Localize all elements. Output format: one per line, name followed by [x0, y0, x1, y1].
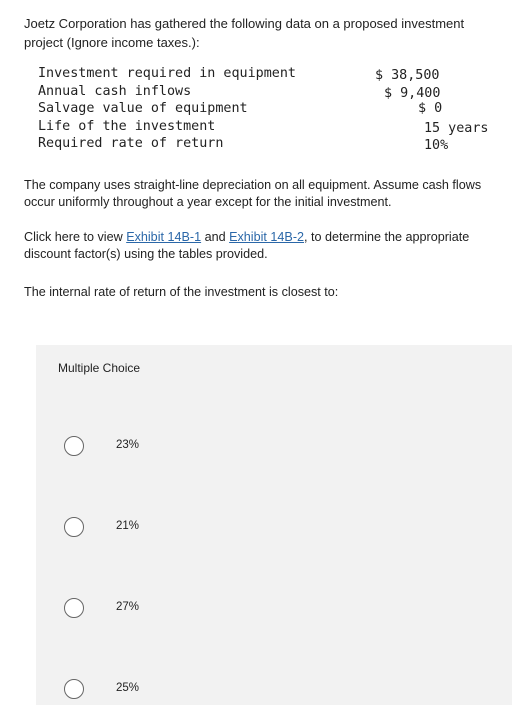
choice-label: 25% [116, 682, 140, 694]
choice-option[interactable] [64, 517, 264, 547]
choice-option[interactable] [64, 436, 264, 466]
data-row-cash-inflows [38, 84, 498, 102]
data-value: $ 0 [418, 101, 443, 117]
radio-button[interactable] [64, 436, 84, 456]
data-label: Investment required in equipment [38, 66, 296, 81]
data-row-life [38, 119, 498, 137]
multiple-choice-title: Multiple Choice [58, 361, 141, 375]
exhibit-and: and [201, 230, 230, 244]
depreciation-note: The company uses straight-line depreciation on all equipment. Assume cash flows occur uniformly throughout a year except for the initial investment. [24, 178, 482, 209]
choice-label: 21% [116, 520, 140, 532]
exhibit-suffix: , to determine the appropriate discount factor(s) using the tables provided. [24, 230, 470, 261]
data-value: 10% [424, 138, 449, 154]
data-label: Annual cash inflows [38, 83, 192, 99]
exhibit-14b-1-link[interactable]: Exhibit 14B-1 [126, 230, 202, 244]
exhibit-prefix: Click here to view [24, 230, 127, 244]
choice-option[interactable] [64, 679, 264, 709]
data-value: $ 9,400 [384, 85, 441, 101]
data-row-investment [38, 66, 498, 84]
data-value: $ 38,500 [375, 68, 440, 83]
data-label: Life of the investment [38, 118, 216, 134]
radio-button[interactable] [64, 517, 84, 537]
data-label: Salvage value of equipment [38, 101, 248, 117]
question-intro: Joetz Corporation has gathered the following data on a proposed investment project (Ignore income taxes.): [24, 16, 465, 50]
radio-button[interactable] [64, 598, 84, 618]
data-label: Required rate of return [38, 136, 224, 152]
choice-label: 27% [116, 601, 140, 613]
choice-label: 23% [116, 439, 140, 451]
multiple-choice-panel [36, 345, 512, 705]
data-row-rate [38, 136, 498, 154]
investment-data-table [38, 66, 498, 154]
choice-option[interactable] [64, 598, 264, 628]
question-prompt: The internal rate of return of the investment is closest to: [24, 285, 339, 299]
data-row-salvage [38, 101, 498, 119]
data-value: 15 years [424, 120, 489, 136]
exhibit-instructions [24, 229, 506, 263]
exhibit-14b-2-link[interactable]: Exhibit 14B-2 [229, 230, 305, 244]
radio-button[interactable] [64, 679, 84, 699]
